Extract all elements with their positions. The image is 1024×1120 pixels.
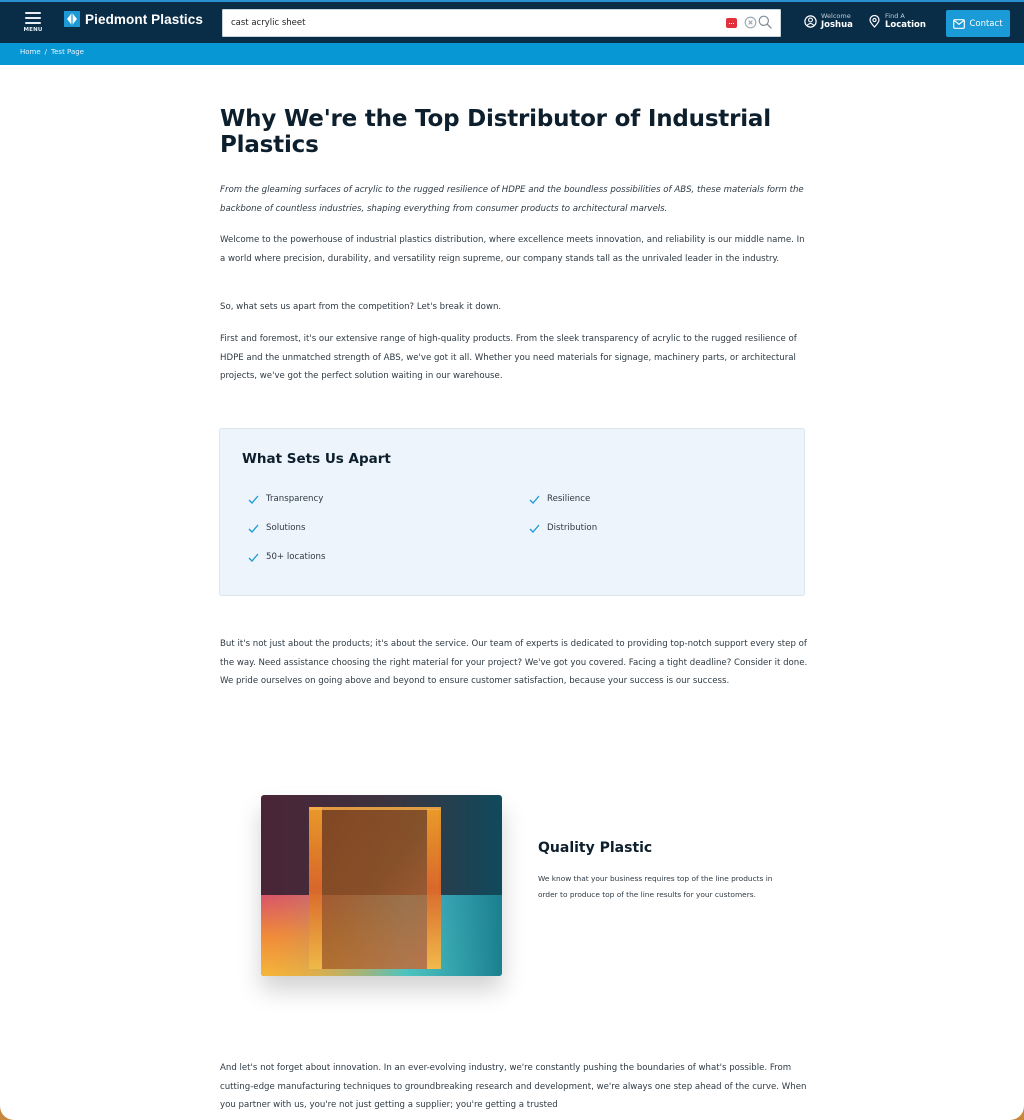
breadcrumb-bar xyxy=(0,43,1024,65)
paragraph-service: But it's not just about the products; it's about the service. Our team of experts is dedicated to providing top-notch support every step of the way. Need assistance choosing the right material for your project? We've got you covered. Facing a tight deadline? Consider it done. We pride ourselves on going above and beyond to ensure customer satisfaction, because your success is our success. xyxy=(220,639,808,686)
envelope-icon xyxy=(953,19,965,29)
account-text xyxy=(821,13,853,29)
welcome-label: Welcome xyxy=(821,12,851,20)
apart-item xyxy=(248,523,306,533)
contact-label: Contact xyxy=(969,18,1003,29)
apart-item-label: Transparency xyxy=(266,494,324,504)
search-icon[interactable] xyxy=(758,15,772,29)
location-pin-icon xyxy=(868,15,881,28)
brand-name: Piedmont Plastics xyxy=(85,11,203,27)
location-label: Location xyxy=(885,19,926,30)
apart-item xyxy=(248,494,323,504)
feature-title: Quality Plastic xyxy=(538,840,653,856)
user-name: Joshua xyxy=(821,19,853,30)
apart-item xyxy=(529,494,590,504)
paragraph-products: First and foremost, it's our extensive range of high-quality products. From the sleek transparency of acrylic to the rugged resilience of HDPE and the unmatched strength of ABS, we've got it all. Whether you need materials for signage, machinery parts, or architectural projects, we've got the perfect solution waiting in our warehouse. xyxy=(220,334,797,381)
menu-button[interactable] xyxy=(20,9,46,37)
apart-item-label: 50+ locations xyxy=(266,552,326,562)
checkmark-icon xyxy=(248,524,259,533)
paragraph-question: So, what sets us apart from the competition? Let's break it down. xyxy=(220,302,502,312)
apart-item-label: Distribution xyxy=(547,523,598,533)
find-location-link[interactable] xyxy=(868,13,926,29)
checkmark-icon xyxy=(529,524,540,533)
checkmark-icon xyxy=(248,553,259,562)
acrylic-block-image xyxy=(261,795,502,976)
location-text xyxy=(885,13,926,29)
apart-item-label: Resilience xyxy=(547,494,591,504)
clear-search-icon[interactable] xyxy=(744,16,757,29)
paragraph-welcome: Welcome to the powerhouse of industrial plastics distribution, where excellence meets innovation, and reliability is our middle name. In a world where precision, durability, and versatility reign supreme, our company stands tall as the unrivaled leader in the industry. xyxy=(220,235,805,264)
hamburger-icon-bar xyxy=(25,17,41,19)
feature-image xyxy=(261,795,502,976)
intro-paragraph: From the gleaming surfaces of acrylic to the rugged resilience of HDPE and the boundless possibilities of ABS, these materials form the backbone of countless industries, shaping everything from consumer products to architectural marvels. xyxy=(220,185,804,214)
what-sets-us-apart-box xyxy=(219,428,805,596)
account-link[interactable] xyxy=(804,13,853,29)
logo-mark-icon xyxy=(64,11,80,27)
site-header xyxy=(0,0,1024,43)
apart-title: What Sets Us Apart xyxy=(242,451,391,467)
search-bar xyxy=(222,9,781,37)
paragraph-innovation: And let's not forget about innovation. In an ever-evolving industry, we're constantly pushing the boundaries of what's possible. From cutting-edge manufacturing techniques to groundbreaking research and development, we're always one step ahead of the curve. When you partner with us, you're not just getting a supplier; you're getting a trusted xyxy=(220,1063,807,1110)
breadcrumb-separator: / xyxy=(44,48,48,56)
breadcrumb xyxy=(20,48,84,56)
apart-item-label: Solutions xyxy=(266,523,306,533)
feature-text: We know that your business requires top of the line products in order to produce top of the line results for your customers. xyxy=(538,874,773,899)
menu-label: MENU xyxy=(23,27,43,33)
password-manager-icon[interactable] xyxy=(726,18,737,28)
breadcrumb-current: Test Page xyxy=(51,48,84,56)
contact-button[interactable] xyxy=(946,10,1010,37)
breadcrumb-home[interactable]: Home xyxy=(20,48,41,56)
brand-logo[interactable] xyxy=(64,11,203,27)
search-input[interactable] xyxy=(231,14,711,32)
find-a-label: Find A xyxy=(885,12,905,20)
checkmark-icon xyxy=(248,495,259,504)
page-title: Why We're the Top Distributor of Industrial Plastics xyxy=(220,106,771,158)
hamburger-icon-bar xyxy=(25,22,41,24)
hamburger-icon-bar xyxy=(25,12,41,14)
apart-item xyxy=(248,552,325,562)
apart-item xyxy=(529,523,597,533)
checkmark-icon xyxy=(529,495,540,504)
user-icon xyxy=(804,15,817,28)
